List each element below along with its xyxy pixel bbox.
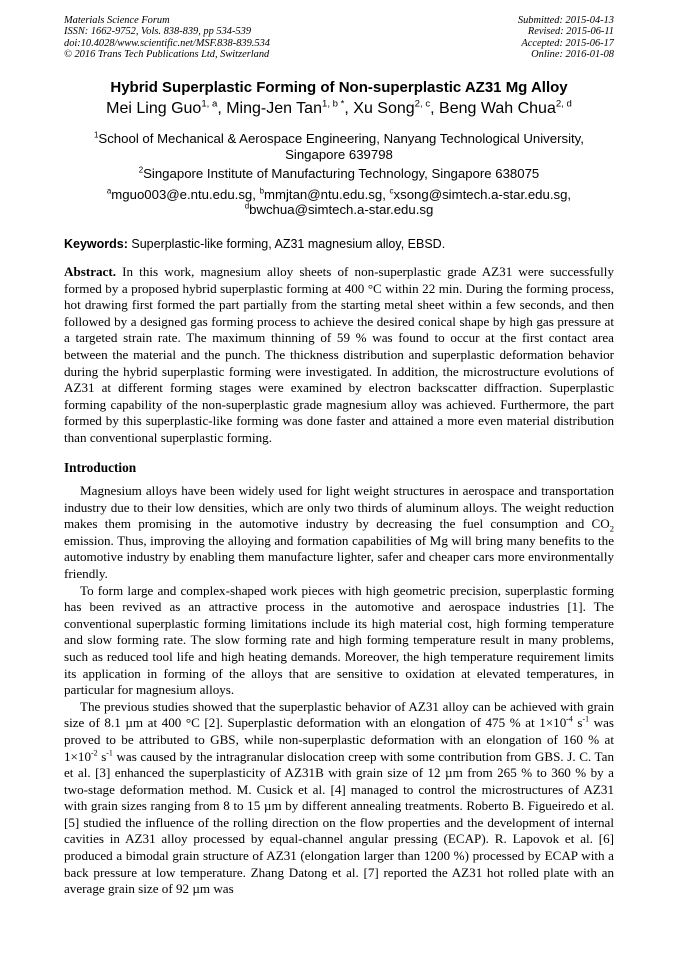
- text: s: [572, 715, 583, 731]
- subscript: 2: [609, 523, 614, 534]
- text: s: [97, 748, 107, 764]
- text: was proved to be attributed to GBS, while non-superplastic deformation with an elongation of 160 % at 1×10: [64, 715, 614, 764]
- emails: [64, 187, 614, 217]
- separator: ,: [430, 100, 440, 117]
- introduction-body: [64, 483, 614, 898]
- abstract-text: In this work, magnesium alloy sheets of non-superplastic grade AZ31 were successfully formed by a proposed hybrid superplastic forming at 400 °C within 22 min. During the forming process, hot drawing first formed the part partially from the starting metal sheet within a few seconds, and then followed by a designed gas forming process to achieve the desired conical shape by high gas pressure at a targeted strain rate. The maximum thinning of 59 % was found to occur at the first contact area between the material and the punch. The thickness distribution and superplastic deformation behavior during the hybrid superplastic forming were investigated. In addition, the microstructure evolutions of AZ31 at different forming stages were examined by electron backscatter diffraction. Superplastic forming capability of the non-superplastic grade magnesium alloy was achieved. Furthermore, the part formed by this superplastic-like forming was done faster and attained a more even material distribution than conventional superplastic forming.: [64, 264, 614, 445]
- paragraph: [64, 483, 614, 583]
- author-sup: 2, c: [414, 98, 431, 110]
- paragraph: To form large and complex-shaped work pieces with high geometric precision, superplastic forming has been revived as an attractive process in the automotive and aerospace industries [1]. The conventional superplastic forming limitations include its high material cost, high forming temperature and slow forming rate. The slow forming rate and high forming temperature result in many problems, such as reduced tool life and high heating demands. Moreover, the high temperature requirement limits its application in forming of the alloys that are sensitive to oxidation at elevated temperatures, in particular for magnesium alloys.: [64, 582, 614, 698]
- abstract: [64, 264, 614, 447]
- text: The previous studies showed that the superplastic behavior of AZ31 alloy can be achieved with grain size of 8.1 µm at 400 °C [2]. Superplastic deformation with an elongation of 475 % at 1×10: [64, 698, 614, 731]
- journal-name: Materials Science Forum: [64, 15, 170, 26]
- email-sup: d: [244, 201, 250, 211]
- keywords-label: Keywords:: [64, 237, 128, 251]
- author-name: Mei Ling Guo: [106, 100, 202, 117]
- author-sup: 2, d: [555, 98, 572, 110]
- text: was caused by the intragranular dislocation creep with some contribution from GBS. J. C. Tan et al. [3] enhanced the superplasticity of AZ31B with grain size of 12 µm from 265 % to 360 % by a two-stage deformation method. M. Cusick et al. [4] managed to control the microstructures of AZ31 with grain sizes ranging from 8 to 15 µm by different annealing treatments. Roberto B. Figueiredo et al. [5] studied the influence of the rolling direction on the flow properties and the development of internal cavities in AZ31 alloy processed by equal-channel angular pressing (ECAP). R. Lapovok et al. [6] produced a bimodal grain structure of AZ31 (elongation larger than 1200 %) processed by ECAP with a back pressure at low temperature. Zhang Datong et al. [7] reported the AZ31 hot rolled plate with an average grain size of 92 µm was: [64, 748, 615, 897]
- text: Magnesium alloys have been widely used for light weight structures in aerospace and transportation industry due to their low densities, which are only two thirds of aluminum alloys. The weight reduction makes them promising in the automotive industry by decreasing the fuel consumption and CO: [64, 483, 614, 532]
- affiliation-text: Singapore Institute of Manufacturing Technology, Singapore 638075: [143, 166, 540, 181]
- keywords-text: Superplastic-like forming, AZ31 magnesium alloy, EBSD.: [127, 237, 446, 251]
- journal-info: [64, 15, 270, 61]
- separator: ,: [344, 100, 354, 117]
- email-sup: b: [259, 186, 264, 196]
- email: xsong@simtech.a-star.edu.sg,: [393, 187, 572, 202]
- paper-title: Hybrid Superplastic Forming of Non-superplastic AZ31 Mg Alloy: [110, 79, 568, 96]
- author-sup: 1, a: [201, 98, 218, 110]
- author-sup: 1, b *: [321, 98, 345, 110]
- authors: [0, 100, 678, 118]
- affiliation-sup: 2: [138, 165, 144, 175]
- text: emission. Thus, improving the alloying and formation capabilities of Mg will bring many benefits to the automotive industry by enabling them manufacture lighter, safer and cheaper cars more environmentally friendly.: [64, 532, 614, 581]
- superscript: -4: [566, 714, 573, 724]
- author-name: Ming-Jen Tan: [226, 100, 322, 117]
- affiliation-2: [0, 166, 678, 181]
- email-sup: a: [106, 186, 112, 196]
- doi: doi:10.4028/www.scientific.net/MSF.838-839.534: [64, 37, 270, 49]
- abstract-label: Abstract.: [64, 264, 116, 279]
- email: mguo003@e.ntu.edu.sg,: [111, 187, 260, 202]
- online-date: Online: 2016-01-08: [531, 49, 614, 61]
- paragraph: [64, 699, 614, 898]
- keywords: [64, 237, 445, 251]
- author-name: Beng Wah Chua: [439, 100, 556, 117]
- revised-date: Revised: 2015-06-11: [527, 26, 614, 38]
- affiliation-text: School of Mechanical & Aerospace Engineering, Nanyang Technological University, Singapore 639798: [98, 131, 584, 162]
- superscript: -1: [106, 748, 113, 758]
- copyright: © 2016 Trans Tech Publications Ltd, Switzerland: [64, 49, 270, 61]
- accepted-date: Accepted: 2015-06-17: [521, 37, 614, 49]
- email-sup: c: [389, 186, 394, 196]
- affiliation-1: [64, 131, 614, 163]
- section-heading: Introduction: [64, 460, 137, 475]
- email: bwchua@simtech.a-star.edu.sg: [249, 202, 434, 217]
- dates: [518, 15, 614, 61]
- affiliation-sup: 1: [94, 130, 99, 140]
- superscript: -1: [582, 714, 590, 724]
- author-name: Xu Song: [353, 100, 415, 117]
- issn: ISSN: 1662-9752, Vols. 838-839, pp 534-539: [64, 26, 252, 38]
- email: mmjtan@ntu.edu.sg,: [264, 187, 390, 202]
- submitted-date: Submitted: 2015-04-13: [517, 15, 614, 26]
- superscript: -2: [91, 748, 98, 758]
- separator: ,: [217, 100, 227, 117]
